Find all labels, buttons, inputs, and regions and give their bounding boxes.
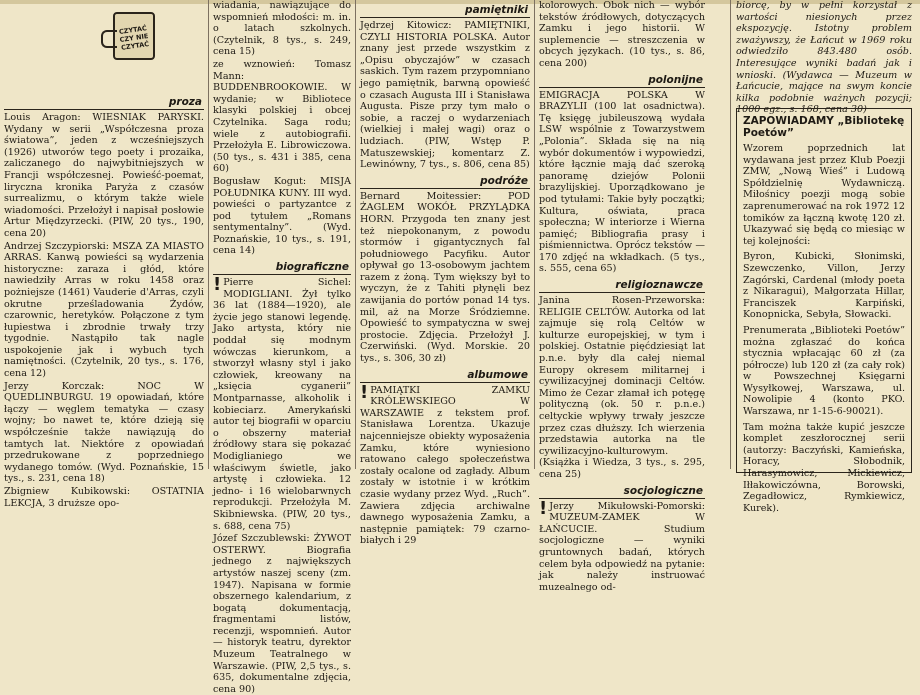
section-heading-pamietniki: pamiętniki [360, 3, 530, 18]
section-heading-proza: proza [4, 95, 204, 110]
czytac-badge-logo [113, 12, 155, 60]
review-sichel: ! Pierre Sichel: MODIGLIANI. Żył tylko 36 lat (1884—1920), ale życie jego stanowi legendę. Jako artysta, który nie poddał się modnym wówczas kierunkom, a stworzył własny styl i jako człowiek, kreowany na „księcia cyganerii” Montparnasse, alkoholik i kobieciarz. Amerykański autor tej biografii w oparciu o obszerny materiał źródłowy stara się pokazać Modiglianiego we właściwym świetle, jako artystę i człowieka. 12 jedno- i 16 wielobarwnych reprodukcji. Przełożyła M. Skibniewska. (PIW, 20 tys., s. 688, cena 75) [213, 274, 351, 532]
review-korczak: Jerzy Korczak: NOC W QUEDLINBURGU. 19 opowiadań, które łączy — węglem tematyka — czasy wojny; bo nawet te, które dzieją się współcześnie także nawiązują do tamtych lat. Niektóre z opowiadań przedrukowane z poprzedniego wydanego tomów. (Wyd. Poznańskie, 15 tys., s. 231, cena 18) [4, 380, 204, 485]
announcement-title: ZAPOWIADAMY „Bibliotekę Poetów” [743, 115, 905, 139]
exclamation-icon: ! [539, 497, 548, 519]
column-4 [539, 0, 705, 593]
review-emigracja: EMIGRACJA POLSKA W BRAZYLII (100 lat osadnictwa). Tę księgę jubileuszową wydała LSW wspólnie z Towarzystwem „Polonia”. Składa się na nią wybór dokumentów i wypowiedzi, które łącznie mają dać szeroką panoramę dziejów Polonii brazylijskiej. Uporządkowano je pod tytułami: Takie były początki; Kultura, oświata, praca społeczna; W interiorze i Wierna pamięć; Bibliografia prasy i piśmiennictwa. Oprócz tekstów — 170 zdjęć na wkładkach. (5 tys., s. 555, cena 65) [539, 89, 705, 275]
column-5 [736, 0, 912, 116]
column-divider [355, 0, 356, 469]
announcement-paragraph: Byron, Kubicki, Słonimski, Szewczenko, Villon, Jerzy Zagórski, Cardenal (młody poeta z Nikaragui), Małgorzata Hillar, Franciszek Karpiński, Konopnicka, Sebyła, Słowacki. [743, 251, 905, 321]
section-heading-albumowe: albumowe [360, 368, 530, 383]
review-aragon: Louis Aragon: WIESNIAK PARYSKI. Wydany w serii „Współczesna proza światowa”, jeden z wcześniejszych (1926) utworów tego poety i prozaika, zaliczanego do najwybitniejszych w Francji współczesnej. Powieść-poemat, liryczna kronika Paryża z czasów surrealizmu, o którym także wiele wiadomości. Przełożył i napisał posłowie Artur Międzyrzecki. (PIW, 20 tys., 190, cena 20) [4, 112, 204, 239]
column-divider [730, 0, 731, 469]
announcement-paragraph: Tam można także kupić jeszcze komplet zeszłorocznej serii (autorzy: Baczyński, Kamieńska, Horacy, Słobodnik, Harasymowicz, Mickiewicz, Iłłakowiczówna, Borowski, Zegadłowicz, Rymkiewicz, Kurek). [743, 421, 905, 514]
announcement-paragraph: Prenumerata „Biblioteki Poetów” można zgłaszać do końca stycznia wpłacając 60 zł (za półrocze) lub 120 zł (za cały rok) w Powszechnej Księgarni Wysyłkowej, Warszawa, ul. Nowolipie 4 (konto PKO. Warszawa, nr 1-15-6-90021). [743, 324, 905, 418]
review-mann: ze wznowień: Tomasz Mann: BUDDENBROOKOWIE. W wydanie; w Bibliotece klasyki polskiej i obcej Czytelnika. Saga rodu; wiele z autobiografii. Przełożyła E. Librowiczowa. (50 tys., s. 431 i 385, cena 60) [213, 58, 351, 175]
review-kubikowski-cont: wiadania, nawiązujące do wspomnień młodości: m. in. o latach szkolnych. (Czytelnik, 8 tys., s. 249, cena 15) [213, 0, 351, 58]
column-divider [208, 0, 209, 469]
review-kogut: Bogusław Kogut: MISJA POŁUDNIKA KUNY. III wyd. powieści o partyzantce z pod tytułem „Romans sentymentalny”. (Wyd. Poznańskie, 10 tys., s. 191, cena 14) [213, 175, 351, 257]
review-szczublewski: Józef Szczublewski: ŻYWOT OSTERWY. Biografia jednego z największych artystów naszej sceny (zm. 1947). Napisana w formie obszernego kalendarium, z bogatą dokumentacją, fragmentami listów, recenzji, wspomnień. Autor — historyk teatru, dyrektor Muzeum Teatralnego w Warszawie. (PIW, 2,5 tys., s. 635, dokumentalne zdjęcia, cena 90) [213, 533, 351, 695]
review-rosen-przeworska: Janina Rosen-Przeworska: RELIGIE CELTÓW. Autorka od lat zajmuje się rolą Celtów w kulturze europejskiej, w tym i polskiej. Ostatnie pięćdziesiąt lat p.n.e. były dla całej niemal Europy okresem militarnej i cywilizacyjnej dominacji Celtów. Mimo że Cezar złamał ich potęgę polityczną (ok. 50 r. p.n.e.) celtyckie wpływy trwały jeszcze przez czas dłuższy. Ich wierzenia przedstawia autorka na tle cywilizacyjno-kulturowym. (Książka i Wiedza, 3 tys., s. 295, cena 25) [539, 295, 705, 480]
section-heading-religioznawcze: religioznawcze [539, 278, 705, 293]
section-heading-socjologiczne: socjologiczne [539, 484, 705, 499]
review-szczypiorski: Andrzej Szczypiorski: MSZA ZA MIASTO ARRAS. Kanwą powieści są wydarzenia historyczne: zaraza i głód, które nawiedziły Arras w roku 1458 oraz pożniejsze (1461) Vauderie d'Arras, czyli okrutne prześladowania Żydów, czarownic, heretyków. Połączone z tym łupiestwa i zbrodnie trwały trzy tygodnie. Nastąpiło tak nagle uspokojenie jak i wybuch tych namiętności. (Czytelnik, 20 tys., s. 176, cena 12) [4, 240, 204, 380]
hand-icon [101, 30, 117, 48]
section-heading-biograficzne: biograficzne [213, 260, 351, 275]
column-1 [4, 92, 204, 509]
announcement-box [736, 108, 912, 514]
review-pamiatki-cont: kolorowych. Obok nich — wybór tekstów źródłowych, dotyczących Zamku i jego historii. W suplemencie — streszczenia w obcych językach. (10 tys., s. 86, cena 200) [539, 0, 705, 69]
announcement-paragraph: Wzorem poprzednich lat wydawana jest przez Klub Poezji ZMW, „Nową Wieś” i Ludową Spółdzielnię Wydawniczą. Miłośnicy poezji mogą sobie zaprenumerować na rok 1972 12 tomików za łączną kwotę 120 zł. Ukazywać się będą co miesiąc w tej kolejności: [743, 143, 905, 247]
column-2 [213, 0, 351, 695]
section-heading-podroze: podróże [360, 174, 530, 189]
quote-mark-icon: ! [213, 274, 222, 296]
review-kitowicz: Jędrzej Kitowicz: PAMIĘTNIKI, CZYLI HISTORIA POLSKA. Autor znany jest przede wszystkim z „Opisu obyczajów” w czasach saskich. Tym razem przypomniano jego pamiętnik, barwną opowieść o czasach Augusta III i Stanisława Augusta. Pisze przy tym mało o sobie, a raczej o wydarzeniach (wielkiej i małej wagi) oraz o ludziach. (PIW, Wstęp P. Matuszewskiej; komentarz Z. Lewinówny, 7 tys., s. 806, cena 85) [360, 20, 530, 171]
section-heading-polonijne: polonijne [539, 73, 705, 88]
review-mikulowski-cont: biorcę, by w pełni korzystał z wartości niesionych przez ekspozycję. Istotny problem zważywszy, że Łańcut w 1969 roku odwiedziło 843.480 osób. Interesujące wyniki badań jak i wnioski. (Wydawca — Muzeum w Łańcucie, mające na swym koncie kilka podobnie ważnych pozycji; 1000 egz., s. 168, cena 30) [736, 0, 912, 116]
review-moitessier: Bernard Moitessier: POD ŻAGLEM WOKÓŁ PRZYLĄDKA HORN. Przygoda ten znany jest też niepokonanym, z powodu stormów i gigantycznych fal południowego Pacyfiku. Autor opływał go 13-osobowym jachtem razem z żoną. Tym większy był to wyczyn, że z Tahiti płynęli bez zawijania do portów ponad 14 tys. mil, aż na Morze Śródziemne. Opowieść to sympatyczna w swej prostocie. Zdjęcia. Przełożył J. Czerwiński. (Wyd. Morskie. 20 tys., s. 306, 30 zł) [360, 190, 530, 365]
column-divider [534, 0, 535, 469]
badge-label: CZYTAĆ CZY NIE CZYTAĆ [118, 24, 150, 52]
review-mikulowski: ! Jerzy Mikułowski-Pomorski: MUZEUM-ZAMEK W ŁAŃCUCIE. Studium socjologiczne — wyniki gruntownych badań, których celem była odpowiedź na pytanie: jak należy instruować muzealnego od- [539, 497, 705, 593]
column-3 [360, 0, 530, 547]
review-pamiatki-zamku: ! PAMIĄTKI ZAMKU KRÓLEWSKIEGO W WARSZAWIE z tekstem prof. Stanisława Lorentza. Ukazuje najcenniejsze obiekty wyposażenia Zamku, które wyniesiono ratowano całego społeczeństwa zostały ocalone od zagłady. Album zostały w istotnie i w krótkim czasie wydany przez Wyd. „Ruch”. Zawiera zdjęcia archiwalne dawnego wyposażenia Zamku, a następnie pamiątek: 79 czarno-białych i 29 [360, 381, 530, 547]
exclamation-icon: ! [360, 381, 369, 403]
review-kubikowski: Zbigniew Kubikowski: OSTATNIA LEKCJA, 3 druższe opo- [4, 486, 204, 509]
